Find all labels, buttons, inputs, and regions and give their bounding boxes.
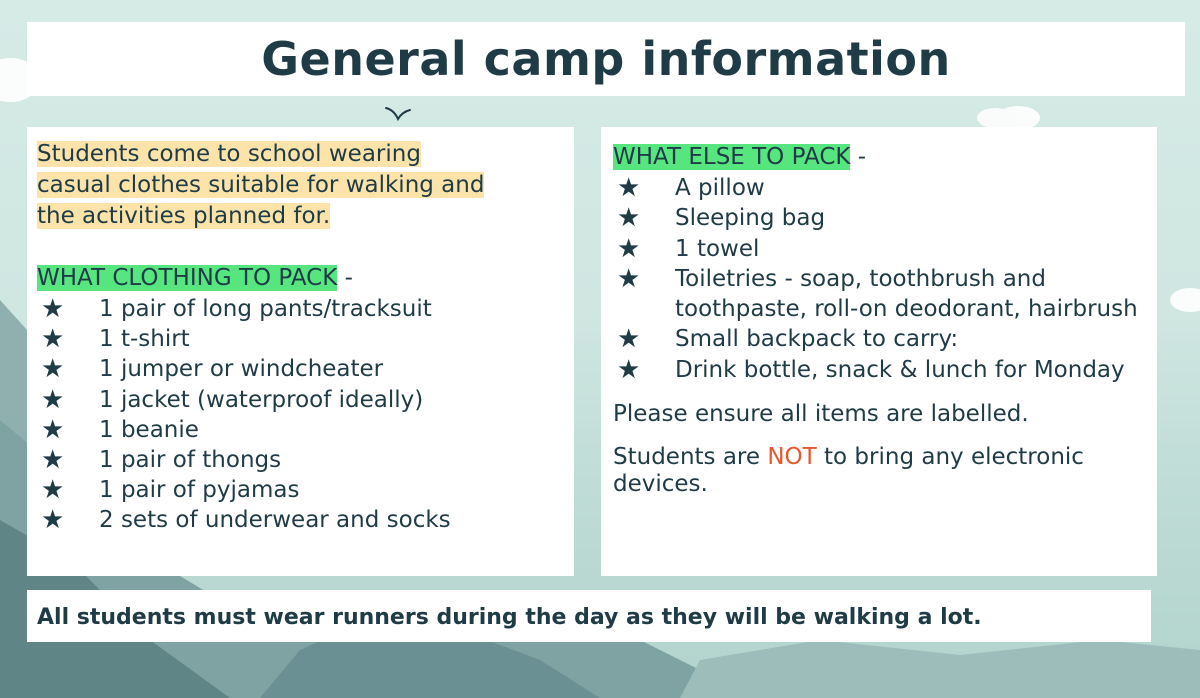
list-item (37, 385, 564, 415)
devices-note (613, 444, 1147, 498)
list-item (613, 203, 1147, 233)
list-item (37, 294, 564, 324)
else-heading-label: WHAT ELSE TO PACK (613, 144, 851, 170)
list-item (613, 355, 1147, 385)
star-icon: ★ (617, 263, 641, 294)
devices-note-after: to bring any electronic devices. (613, 444, 1084, 498)
footer-note: All students must wear runners during the day as they will be walking a lot. (37, 605, 982, 630)
page-title: General camp information (261, 32, 951, 86)
list-item (37, 415, 564, 445)
list-item-text: Drink bottle, snack & lunch for Monday (675, 356, 1125, 383)
star-icon: ★ (41, 384, 65, 415)
list-item-text: 1 t-shirt (99, 326, 190, 353)
list-item (613, 173, 1147, 203)
list-item-text: Sleeping bag (675, 205, 826, 232)
star-icon: ★ (617, 233, 641, 264)
list-item-text: 1 jacket (waterproof ideally) (99, 386, 424, 413)
star-icon: ★ (41, 475, 65, 506)
star-icon: ★ (41, 324, 65, 355)
star-icon: ★ (41, 354, 65, 385)
star-icon: ★ (617, 354, 641, 385)
list-item-text: 1 beanie (99, 416, 199, 443)
else-heading (613, 142, 1147, 173)
list-item-text: Toiletries - soap, toothbrush and toothpaste, roll-on deodorant, hairbrush (675, 265, 1138, 323)
list-item (613, 264, 1147, 325)
heading-dash: - (337, 265, 353, 291)
list-item (37, 324, 564, 354)
else-to-pack-panel (601, 127, 1157, 576)
star-icon: ★ (617, 173, 641, 203)
list-item-text: 1 pair of thongs (99, 447, 282, 474)
list-item-text: 1 towel (675, 235, 760, 262)
intro-text (37, 139, 564, 232)
list-item (37, 505, 564, 535)
list-item (37, 475, 564, 505)
intro-line: the activities planned for. (37, 203, 331, 229)
list-item-text: 1 jumper or windcheater (99, 356, 384, 383)
title-banner (27, 22, 1185, 96)
list-item-text: Small backpack to carry: (675, 326, 959, 353)
list-item (37, 354, 564, 384)
list-item-text: A pillow (675, 175, 765, 201)
intro-line: casual clothes suitable for walking and (37, 172, 485, 198)
list-item (613, 234, 1147, 264)
star-icon: ★ (617, 203, 641, 234)
heading-dash: - (850, 144, 867, 170)
devices-note-before: Students are (613, 444, 768, 471)
footer-banner (27, 590, 1151, 642)
list-item (37, 445, 564, 475)
labels-note: Please ensure all items are labelled. (613, 401, 1029, 428)
else-list (613, 173, 1147, 385)
bird-icon (386, 108, 410, 119)
devices-note-emphasis: NOT (767, 444, 817, 471)
list-item-text: 2 sets of underwear and socks (99, 507, 451, 534)
star-icon: ★ (41, 445, 65, 476)
list-item (613, 324, 1147, 354)
clothing-heading (37, 263, 564, 294)
list-item-text: 1 pair of long pants/tracksuit (99, 296, 432, 322)
clothing-list (37, 294, 564, 536)
star-icon: ★ (617, 324, 641, 355)
star-icon: ★ (41, 414, 65, 445)
clothing-heading-label: WHAT CLOTHING TO PACK (37, 265, 338, 291)
star-icon: ★ (41, 505, 65, 536)
star-icon: ★ (41, 294, 65, 324)
intro-line: Students come to school wearing (37, 141, 421, 167)
clothing-panel (27, 127, 574, 576)
list-item-text: 1 pair of pyjamas (99, 477, 300, 504)
